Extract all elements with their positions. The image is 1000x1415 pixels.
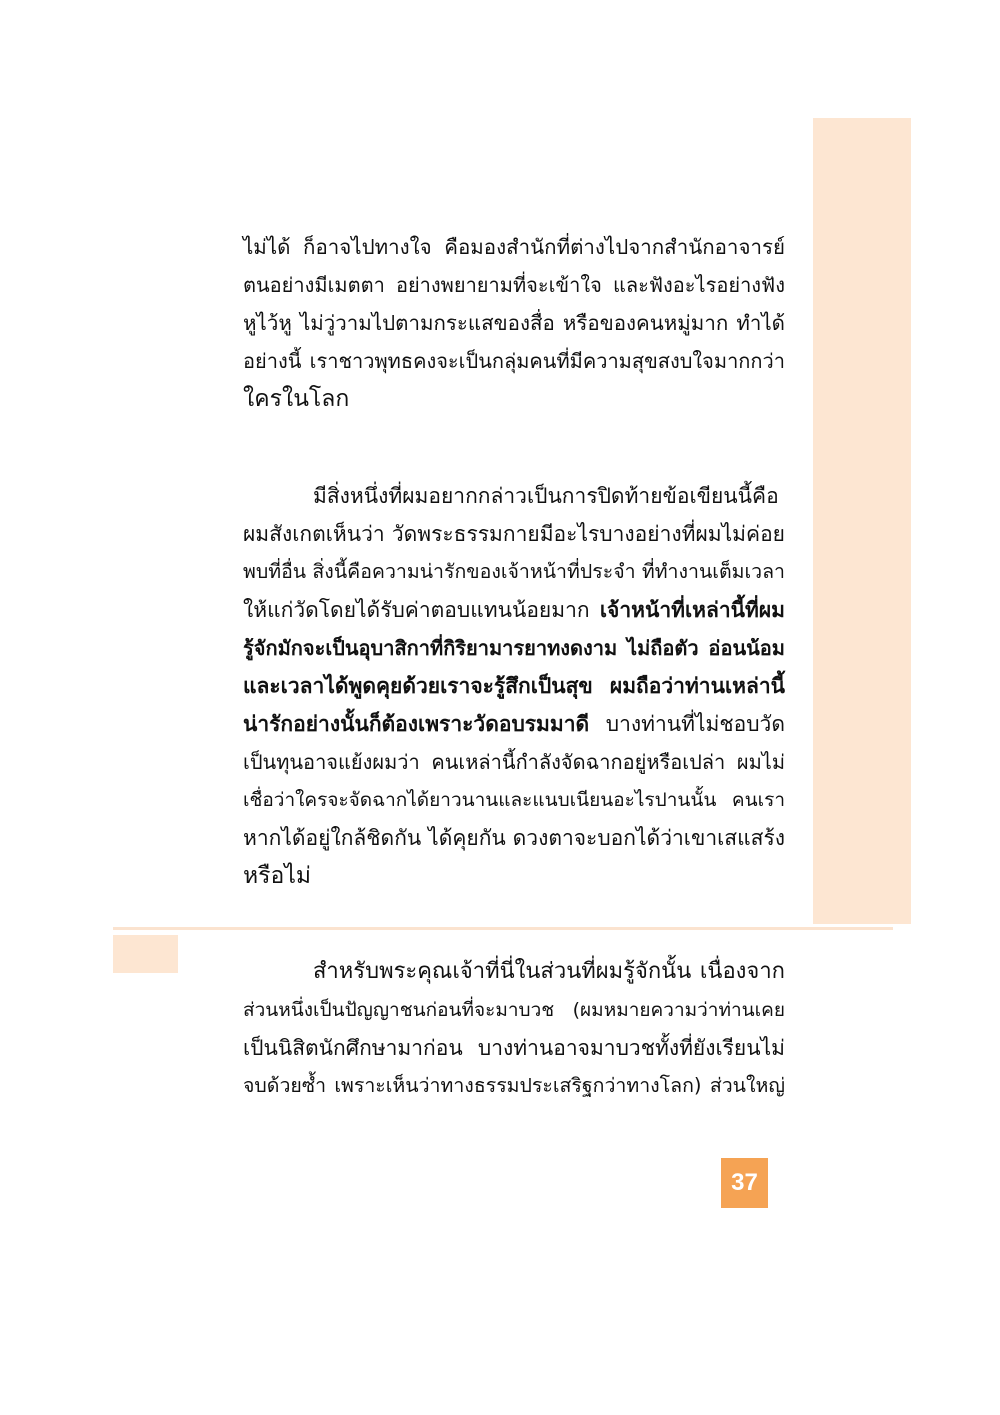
text-segment: หากได้อยู่ใกล้ชิดกัน ได้คุยกัน ดวงตาจะบอกได้ว่าเขาเสแสร้ง	[243, 826, 785, 850]
text-segment: พบที่อื่น สิ่งนี้คือความน่ารักของเจ้าหน้าที่ประจำ ที่ทำงานเต็มเวลา	[243, 560, 785, 583]
bold-text-segment: น่ารักอย่างนั้นก็ต้องเพราะวัดอบรมมาดี	[243, 712, 590, 736]
text-line	[243, 705, 785, 743]
bold-text-segment: เจ้าหน้าที่เหล่านี้ที่ผม	[599, 598, 785, 622]
paragraph-1	[243, 228, 785, 418]
text-line	[243, 857, 785, 895]
text-segment: บางท่านที่ไม่ชอบวัด	[589, 712, 785, 736]
text-line	[243, 743, 785, 781]
text-line: อย่างนี้ เราชาวพุทธคงจะเป็นกลุ่มคนที่มีความสุขสงบใจมากกว่า	[243, 349, 785, 373]
text-line	[243, 781, 785, 819]
text-line: ใครในโลก	[243, 386, 350, 412]
bold-text-segment: และเวลาได้พูดคุยด้วยเราจะรู้สึกเป็นสุข ผมถือว่าท่านเหล่านี้	[243, 674, 785, 698]
bold-text-segment: รู้จักมักจะเป็นอุบาสิกาที่กิริยามารยาทงดงาม ไม่ถือตัว อ่อนน้อม	[243, 636, 785, 660]
text-segment: เชื่อว่าใครจะจัดฉากได้ยาวนานและแนบเนียนอะไรปานนั้น คนเรา	[243, 789, 785, 811]
decorative-divider-line	[113, 927, 893, 930]
text-line: ตนอย่างมีเมตตา อย่างพยายามที่จะเข้าใจ และฟังอะไรอย่างฟัง	[243, 273, 785, 297]
text-line	[243, 667, 785, 705]
text-line	[243, 591, 785, 629]
paragraph-2	[243, 477, 785, 895]
text-line: หูไว้หู ไม่วู่วามไปตามกระแสของสื่อ หรือของคนหมู่มาก ทำได้	[243, 311, 785, 335]
text-line	[243, 553, 785, 591]
text-segment: เป็นทุนอาจแย้งผมว่า คนเหล่านี้กำลังจัดฉากอยู่หรือเปล่า ผมไม่	[243, 750, 785, 774]
text-line: เป็นนิสิตนักศึกษามาก่อน บางท่านอาจมาบวชทั้งที่ยังเรียนไม่	[243, 1036, 785, 1060]
text-segment: หรือไม่	[243, 863, 312, 889]
page-number: 37	[721, 1158, 768, 1208]
text-line: สำหรับพระคุณเจ้าที่นี่ในส่วนที่ผมรู้จักนั้น เนื่องจาก	[313, 959, 785, 984]
text-line: ไม่ได้ ก็อาจไปทางใจ คือมองสำนักที่ต่างไปจากสำนักอาจารย์	[243, 235, 785, 259]
text-line	[243, 819, 785, 857]
text-line	[243, 629, 785, 667]
text-segment: ให้แก่วัดโดยได้รับค่าตอบแทนน้อยมาก	[243, 598, 600, 622]
text-line: ส่วนหนึ่งเป็นปัญญาชนก่อนที่จะมาบวช (ผมหมายความว่าท่านเคย	[243, 999, 785, 1021]
text-segment: มีสิ่งหนึ่งที่ผมอยากกล่าวเป็นการปิดท้ายข้อเขียนนี้คือ	[313, 484, 779, 508]
decorative-tab-block	[113, 935, 178, 973]
decorative-side-band	[813, 118, 911, 924]
paragraph-3	[243, 953, 785, 1105]
text-line	[243, 515, 785, 553]
text-segment: ผมสังเกตเห็นว่า วัดพระธรรมกายมีอะไรบางอย่างที่ผมไม่ค่อย	[243, 522, 785, 546]
text-line: จบด้วยซ้ำ เพราะเห็นว่าทางธรรมประเสริฐกว่าทางโลก) ส่วนใหญ่	[243, 1074, 785, 1097]
text-line	[243, 477, 785, 515]
